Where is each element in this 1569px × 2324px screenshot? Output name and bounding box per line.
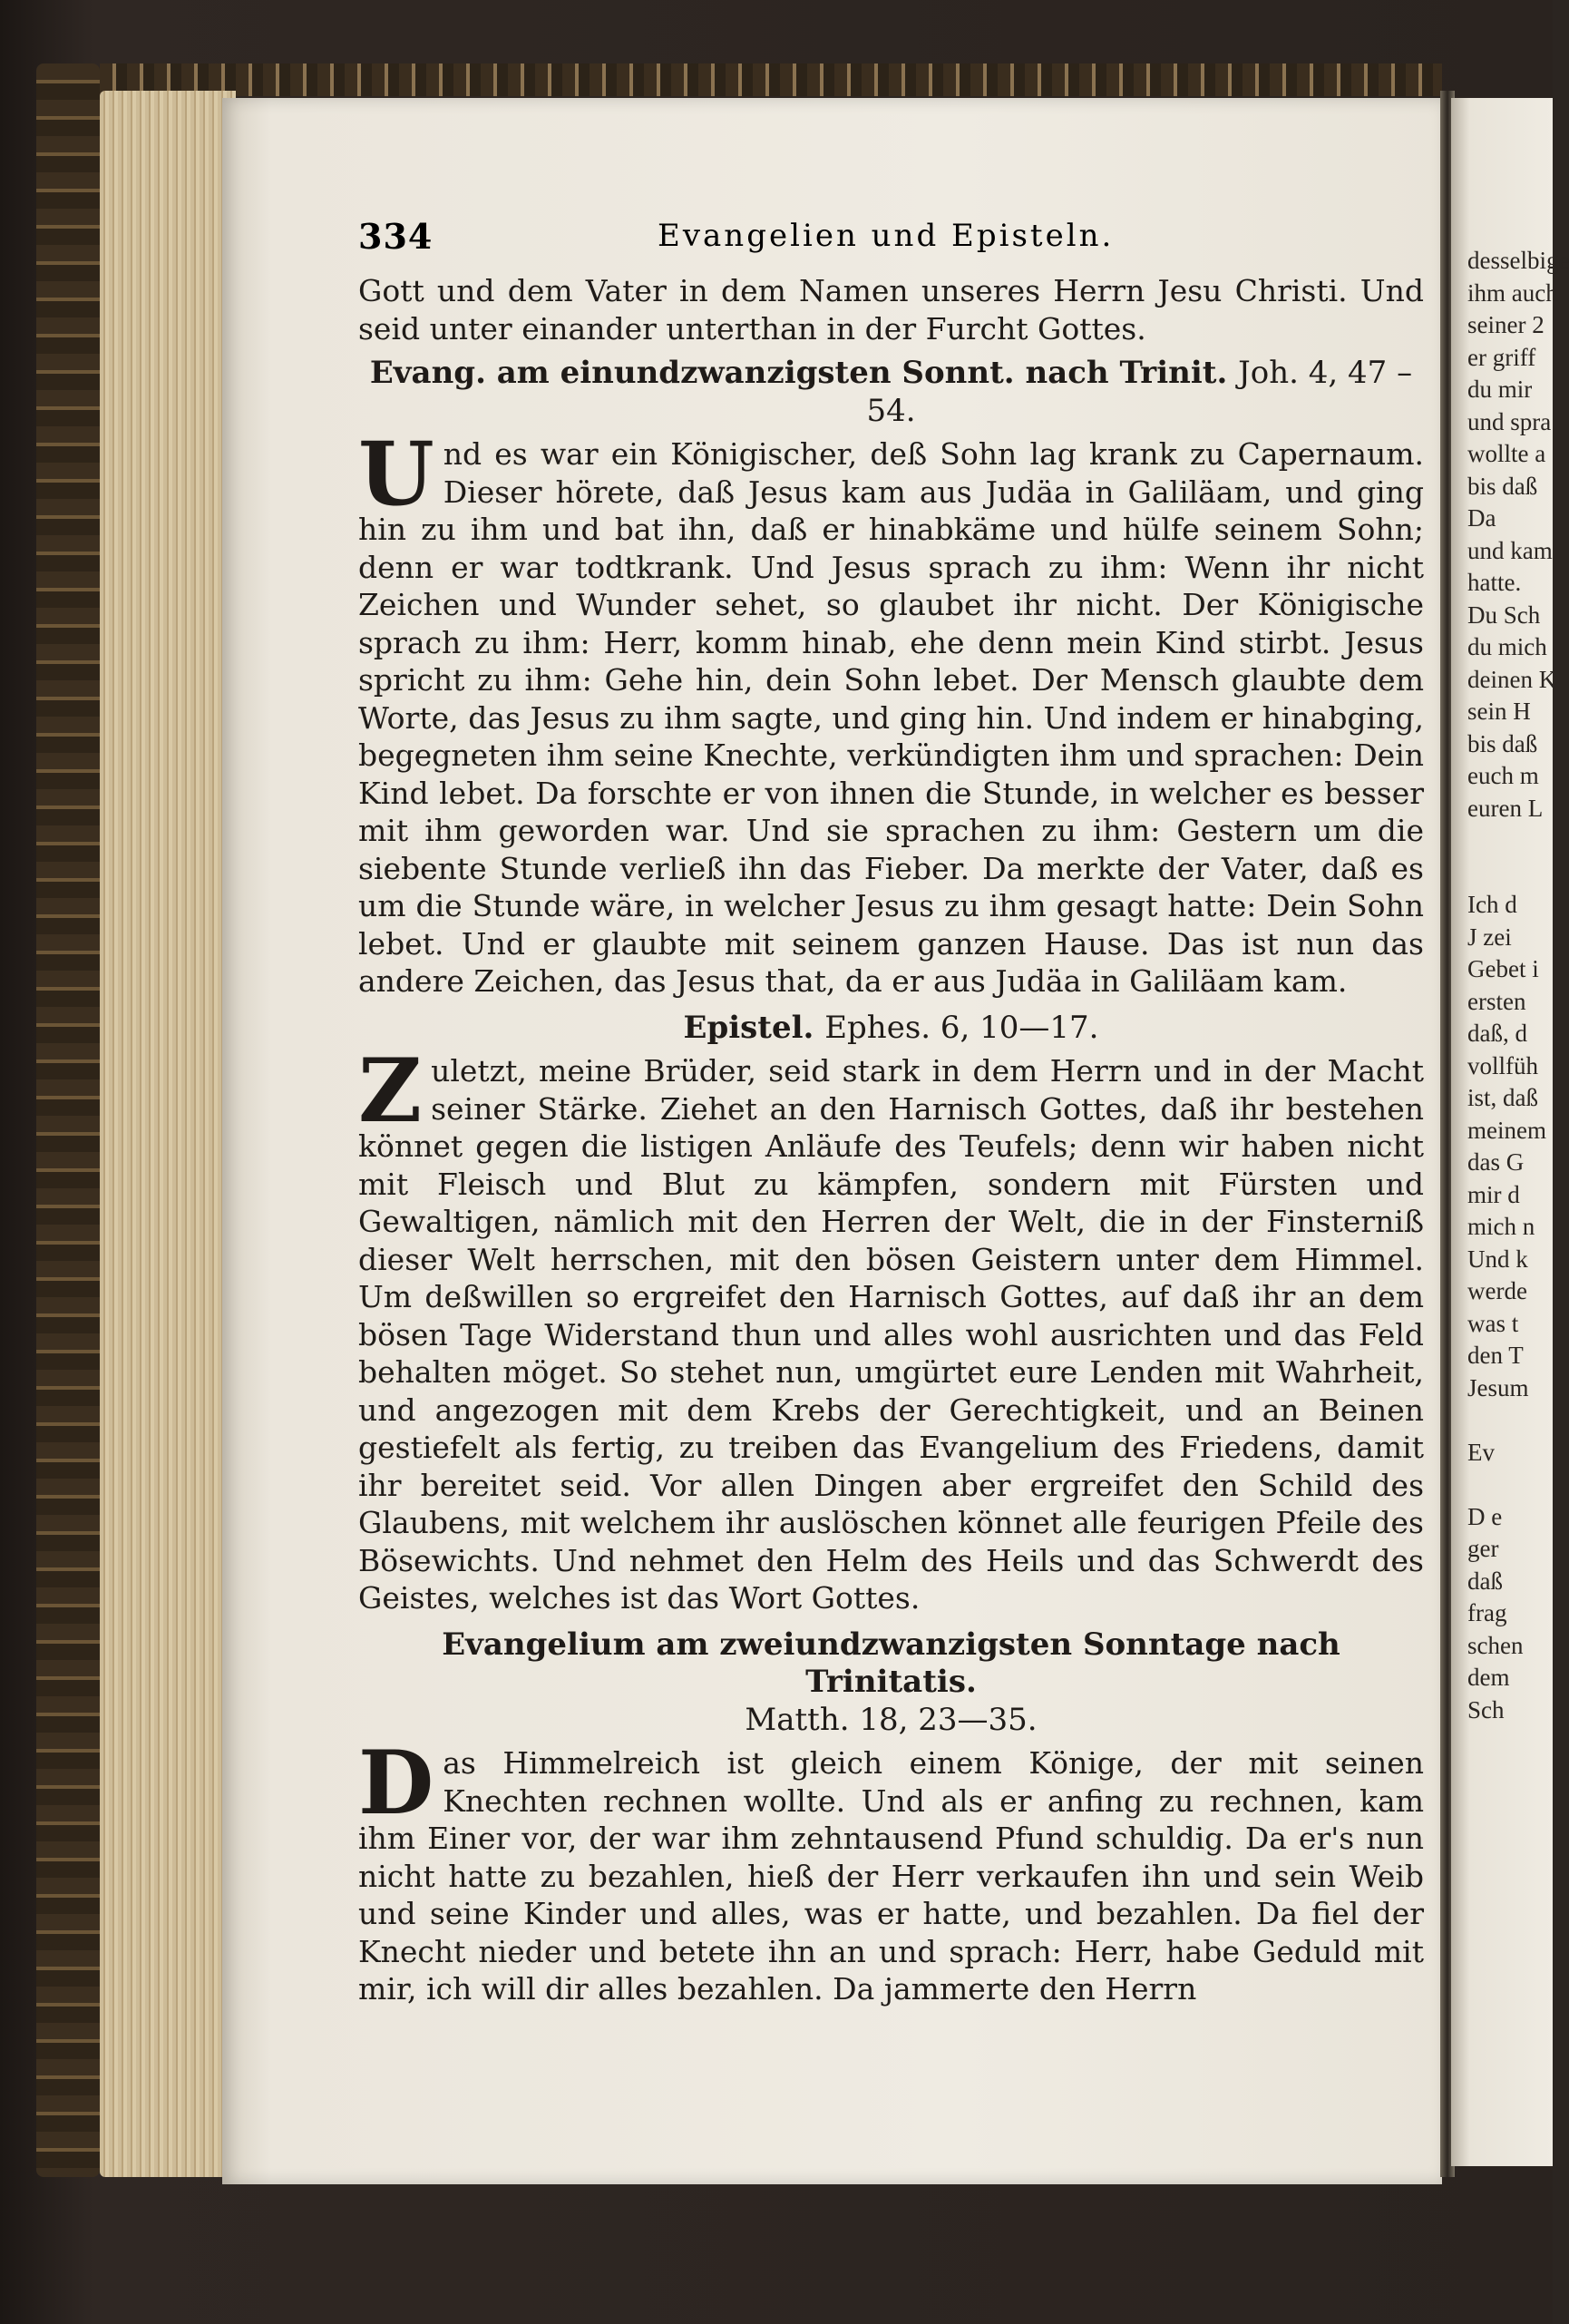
running-title: Evangelien und Episteln. [658, 218, 1115, 254]
gospel21-body: nd es war ein Königischer, deß Sohn lag krank zu Capernaum. Dieser hörete, daß Jesus kam aus Judäa in Galiläam, und ging hin zu ihm und bat ihn, daß er hinabkäme und hülfe seinem Sohn; denn er war todtkrank. Und Jesus sprach zu ihm: Wenn ihr nicht Zeichen und Wunder sehet, so glaubet ihr nicht. Der Königische sprach zu ihm: Herr, komm hinab, ehe denn mein Kind stirbt. Jesus spricht zu ihm: Gehe hin, dein Sohn lebet. Der Mensch glaubte dem Worte, das Jesus zu ihm sagte, und ging hin. Und indem er hinabging, begegneten ihm seine Knechte, verkündigten ihm und sprachen: Dein Kind lebet. Da forschte er von ihnen die Stunde, in welcher es besser mit ihm geworden war. Und sie sprachen zu ihm: Gestern um die siebente Stunde verließ ihn das Fieber. Da merkte der Vater, daß es um die Stunde wäre, in welcher Jesus zu ihm gesagt hatte: Dein Sohn lebet. Und er glaubte mit seinem ganzen Hause. Das ist nun das andere Zeichen, das Jesus that, da er aus Judäa in Galiläam kam. [358, 436, 1424, 999]
facing-page-line: du mich [1467, 633, 1547, 660]
facing-page-line: Ich d [1467, 891, 1517, 918]
facing-page-line: mir d [1467, 1180, 1520, 1208]
facing-page-line: frag [1467, 1599, 1507, 1626]
page-body [358, 272, 1424, 2008]
gilt-border [100, 63, 1442, 96]
facing-page-line: vollfüh [1467, 1051, 1538, 1079]
facing-page-line: ger [1467, 1535, 1499, 1562]
epistle-body: uletzt, meine Brüder, seid stark in dem Herrn und in der Macht seiner Stärke. Ziehet an den Harnisch Gottes, daß ihr bestehen könnet gegen die listigen Anläufe des Teufels; denn wir haben nicht mit Fleisch und Blut zu kämpfen, sondern mit Fürsten und Gewaltigen, nämlich mit den Herren der Welt, die in der Finsterniß dieser Welt herrschen, mit den bösen Geistern unter dem Himmel. Um deßwillen so ergreifet den Harnisch Gottes, auf daß ihr an dem bösen Tage Widerstand thun und alles wohl ausrichten und das Feld behalten möget. So stehet nun, umgürtet eure Lenden mit Wahrheit, und angezogen mit dem Krebs der Gerechtigkeit, und an Beinen gestiefelt als fertig, zu treiben das Evangelium des Friedens, damit ihr bereitet seid. Vor allen Dingen aber ergreifet den Schild des Glaubens, mit welchem ihr auslöschen könnet alle feurigen Pfeile des Bösewichts. Und nehmet den Helm des Heils und das Schwerdt des Geistes, welches ist das Wort Gottes. [358, 1053, 1424, 1616]
epistle-text [358, 1040, 1424, 1617]
facing-page-line: ist, daß [1467, 1084, 1538, 1111]
gospel22-body: as Himmelreich ist gleich einem Könige, der mit seinen Knechten rechnen wollte. Und als er anfing zu rechnen, kam ihm Einer vor, der war ihm zehntausend Pfund schuldig. Da er's nun nicht hatte zu bezahlen, hieß der Herr verkaufen ihn und sein Weib und seine Kinder und alles, was er hatte, und bezahlen. Da fiel der Knecht nieder und betete ihn an und sprach: Herr, habe Geduld mit mir, ich will dir alles bezahlen. Da jammerte den Herrn [358, 1745, 1424, 2007]
gospel22-heading [358, 1626, 1424, 1740]
page-edges [100, 91, 236, 2177]
facing-page-line: J zei [1467, 923, 1512, 951]
gospel22-reference: Matth. 18, 23—35. [745, 1701, 1038, 1738]
facing-page-line: er griff [1467, 343, 1536, 371]
facing-page-line: mich n [1467, 1213, 1535, 1240]
facing-page-line: Da [1467, 504, 1496, 532]
facing-page-line: Gebet i [1467, 955, 1539, 982]
facing-page-line: daß, d [1467, 1020, 1527, 1047]
facing-page-line: den T [1467, 1342, 1524, 1369]
epistle-heading [358, 1010, 1424, 1048]
facing-page-line: das G [1467, 1148, 1525, 1176]
facing-page-line: D e [1467, 1502, 1503, 1530]
facing-page-line: desselbige [1467, 247, 1569, 274]
facing-page-line: werde [1467, 1277, 1527, 1304]
facing-page-line: bis daß [1467, 472, 1538, 500]
epistle-title: Epistel. [683, 1009, 814, 1046]
facing-page-line: bis daß [1467, 729, 1538, 757]
facing-page-line: schen [1467, 1631, 1524, 1659]
gospel21-heading [358, 355, 1424, 430]
gospel21-title: Evang. am einundzwanzigsten Sonnt. nach Trinit. [369, 355, 1228, 391]
facing-page-line: Jesum [1467, 1373, 1529, 1401]
gospel22-text [358, 1732, 1424, 2008]
facing-page-line: meinem [1467, 1116, 1546, 1144]
facing-page-line [1467, 857, 1553, 890]
facing-page-text [1467, 245, 1569, 1726]
facing-page-line: dem [1467, 1664, 1510, 1691]
facing-page-line: ihm auch [1467, 278, 1558, 307]
gospel21-initial: U [358, 423, 434, 525]
facing-page-line [1467, 1404, 1553, 1437]
gospel22-initial: D [358, 1732, 434, 1834]
epistle-initial: Z [358, 1040, 423, 1142]
facing-page-line: ersten [1467, 987, 1526, 1015]
facing-page-line: seiner 2 [1467, 311, 1545, 338]
facing-page-line [1467, 825, 1553, 857]
gospel21-reference: Joh. 4, 47 – 54. [866, 355, 1413, 429]
book-spine [36, 63, 100, 2177]
facing-page-line: Und k [1467, 1245, 1528, 1273]
facing-page-line: hatte. [1467, 569, 1522, 596]
epistle-reference: Ephes. 6, 10—17. [824, 1009, 1099, 1046]
facing-page-line [1467, 1469, 1553, 1501]
facing-page-line: Sch [1467, 1695, 1505, 1723]
gospel22-title: Evangelium am zweiundzwanzigsten Sonntage nach Trinitatis. [442, 1626, 1340, 1700]
page-number: 334 [358, 216, 434, 257]
intro-paragraph: Gott und dem Vater in dem Namen unseres Herrn Jesu Christi. Und seid unter einander unterthan in der Furcht Gottes. [358, 273, 1424, 347]
facing-page-line: euch m [1467, 762, 1539, 789]
facing-page-line: sein H [1467, 698, 1531, 725]
gospel21-text [358, 423, 1424, 1001]
facing-page-line: euren L [1467, 794, 1544, 822]
facing-page-line: und kam [1467, 536, 1553, 564]
facing-page-line: du mir [1467, 376, 1533, 403]
facing-page-line: Du Sch [1467, 601, 1541, 629]
facing-page-line: wollte a [1467, 440, 1546, 467]
facing-page-line: und spra [1467, 407, 1552, 435]
facing-page-line: was t [1467, 1309, 1519, 1337]
facing-page-line: Ev [1467, 1438, 1495, 1466]
facing-page-line: deinen K [1467, 665, 1557, 693]
page-header [358, 216, 1424, 259]
facing-page-line: daß [1467, 1567, 1503, 1595]
